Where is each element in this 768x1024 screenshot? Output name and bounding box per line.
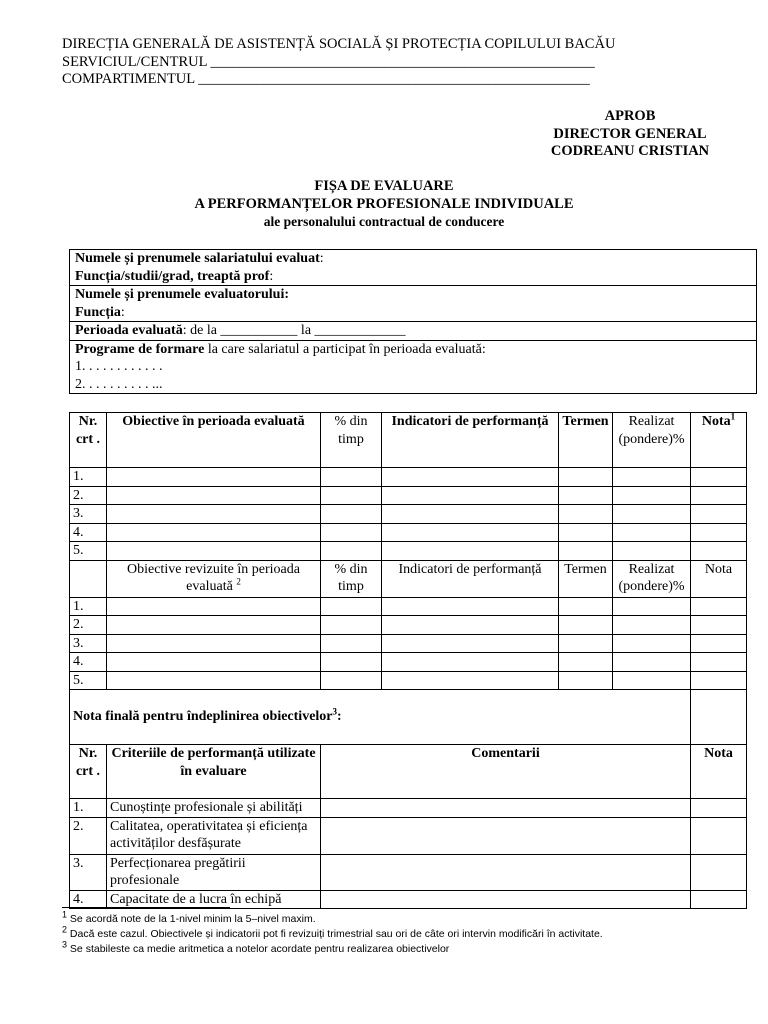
objective-row [70, 505, 747, 524]
header-grade [691, 413, 747, 468]
row-number: 5. [70, 542, 107, 561]
realized-cell[interactable] [613, 542, 691, 561]
revised-objective-row [70, 616, 747, 635]
time-cell[interactable] [321, 468, 382, 487]
objective-cell[interactable] [107, 523, 321, 542]
indicator-cell[interactable] [382, 653, 559, 672]
term-cell[interactable] [559, 634, 613, 653]
criteria-row-number: 3. [70, 854, 107, 890]
footnote-1 [62, 909, 603, 927]
objectives-table [69, 412, 747, 909]
objective-cell[interactable] [107, 468, 321, 487]
header-term: Termen [559, 413, 613, 468]
grade-cell[interactable] [691, 523, 747, 542]
final-grade-row [70, 690, 747, 745]
grade-cell[interactable] [691, 671, 747, 690]
grade-cell[interactable] [691, 468, 747, 487]
revised-objectives-header-row [70, 560, 747, 597]
criteria-comment-cell[interactable] [321, 890, 691, 909]
criteria-text: Perfecționarea pregătirii profesionale [107, 854, 321, 890]
indicator-cell[interactable] [382, 542, 559, 561]
employee-info-cell[interactable]: Numele și prenumele salariatului evaluat: Funcția/studii/grad, treaptă prof: [70, 250, 757, 286]
grade-cell[interactable] [691, 634, 747, 653]
realized-cell[interactable] [613, 523, 691, 542]
institution-name: DIRECȚIA GENERALĂ DE ASISTENȚĂ SOCIALĂ ȘI PROTECȚIA COPILULUI BACĂU [62, 36, 616, 52]
time-cell[interactable] [321, 542, 382, 561]
objective-cell[interactable] [107, 505, 321, 524]
term-cell[interactable] [559, 542, 613, 561]
period-row [70, 322, 757, 341]
objective-cell[interactable] [107, 597, 321, 616]
criteria-grade-cell[interactable] [691, 817, 747, 854]
criteria-grade-cell[interactable] [691, 890, 747, 909]
training-label: Programe de formare [75, 341, 205, 357]
objective-cell[interactable] [107, 616, 321, 635]
header-revised-objectives [107, 560, 321, 597]
objective-row [70, 523, 747, 542]
term-cell[interactable] [559, 597, 613, 616]
objectives-header-row [70, 413, 747, 468]
objective-cell[interactable] [107, 671, 321, 690]
row-number: 1. [70, 597, 107, 616]
indicator-cell[interactable] [382, 616, 559, 635]
footnote-2 [62, 924, 603, 942]
final-grade-label-cell [70, 690, 691, 745]
realized-cell[interactable] [613, 597, 691, 616]
footnote-2-text: Dacă este cazul. Obiectivele și indicatorii pot fi revizuiți trimestrial sau ori de câte ori intervin modificări în activitate. [67, 928, 603, 940]
footnote-3 [62, 939, 603, 957]
criteria-header-row [70, 745, 747, 799]
indicator-cell[interactable] [382, 505, 559, 524]
criteria-header-nr-crt: Nr. crt . [70, 745, 107, 799]
footnote-1-text: Se acordă note de la 1-nivel minim la 5–nivel maxim. [67, 913, 316, 925]
objective-cell[interactable] [107, 542, 321, 561]
term-cell[interactable] [559, 616, 613, 635]
service-line: SERVICIUL/CENTRUL _____________________________________________________ [62, 53, 595, 70]
criteria-row-number: 1. [70, 799, 107, 818]
indicator-cell[interactable] [382, 671, 559, 690]
revised-header-indicators: Indicatori de performanță [382, 560, 559, 597]
realized-cell[interactable] [613, 634, 691, 653]
criteria-row [70, 799, 747, 818]
revised-header-realized: Realizat (pondere)% [613, 560, 691, 597]
final-grade-label: Nota finală pentru îndeplinirea obiectivelor [73, 709, 333, 725]
row-number: 4. [70, 653, 107, 672]
indicator-cell[interactable] [382, 634, 559, 653]
evaluator-function-label: Funcția [75, 304, 121, 320]
time-cell[interactable] [321, 671, 382, 690]
realized-cell[interactable] [613, 653, 691, 672]
objective-cell[interactable] [107, 634, 321, 653]
evaluator-info-row [70, 286, 757, 322]
criteria-row-number: 2. [70, 817, 107, 854]
criteria-row [70, 817, 747, 854]
header-realized: Realizat (pondere)% [613, 413, 691, 468]
realized-cell[interactable] [613, 616, 691, 635]
term-cell[interactable] [559, 671, 613, 690]
criteria-grade-cell[interactable] [691, 799, 747, 818]
time-cell[interactable] [321, 616, 382, 635]
revised-objective-row [70, 634, 747, 653]
header-indicators: Indicatori de performanță [382, 413, 559, 468]
row-number: 3. [70, 634, 107, 653]
row-number: 2. [70, 616, 107, 635]
objective-row [70, 542, 747, 561]
training-item-2: 2. . . . . . . . . . ... [75, 376, 163, 392]
realized-cell[interactable] [613, 671, 691, 690]
grade-cell[interactable] [691, 616, 747, 635]
title-line-2: A PERFORMANȚELOR PROFESIONALE INDIVIDUALE [194, 195, 574, 212]
title-line-1: FIȘA DE EVALUARE [314, 178, 454, 194]
criteria-header-grade: Nota [691, 745, 747, 799]
period-text: : de la ___________ la _____________ [182, 323, 406, 338]
term-cell[interactable] [559, 505, 613, 524]
indicator-cell[interactable] [382, 597, 559, 616]
header-revised-objectives-text: Obiective revizuite în perioada evaluată [127, 561, 300, 594]
objective-cell[interactable] [107, 486, 321, 505]
approval-title: DIRECTOR GENERAL [553, 125, 707, 142]
footnote-ref-3: 3 [332, 706, 338, 717]
footnote-3-text: Se stabileste ca medie aritmetica a notelor acordate pentru realizarea obiectivelor [67, 943, 450, 955]
grade-cell[interactable] [691, 505, 747, 524]
final-grade-colon: : [337, 709, 342, 725]
indicator-cell[interactable] [382, 486, 559, 505]
objective-row [70, 486, 747, 505]
final-grade-value[interactable] [691, 690, 747, 745]
revised-objective-row [70, 597, 747, 616]
realized-cell[interactable] [613, 486, 691, 505]
row-number: 4. [70, 523, 107, 542]
employee-function-label: Funcția/studii/grad, treaptă prof [75, 268, 270, 284]
indicator-cell[interactable] [382, 468, 559, 487]
revised-objective-row [70, 671, 747, 690]
grade-cell[interactable] [691, 653, 747, 672]
time-cell[interactable] [321, 486, 382, 505]
training-text: la care salariatul a participat în perioada evaluată: [204, 341, 486, 357]
realized-cell[interactable] [613, 505, 691, 524]
footnote-2-number: 2 [62, 924, 68, 935]
header-grade-text: Nota [701, 414, 731, 429]
revised-header-time-percent: % din timp [321, 560, 382, 597]
footnotes [62, 909, 603, 957]
grade-cell[interactable] [691, 486, 747, 505]
time-cell[interactable] [321, 597, 382, 616]
criteria-text: Calitatea, operativitatea și eficiența activităților desfășurate [107, 817, 321, 854]
training-row [70, 340, 757, 394]
footnote-ref-2: 2 [236, 576, 241, 587]
header-objectives: Obiective în perioada evaluată [107, 413, 321, 468]
row-number: 5. [70, 671, 107, 690]
training-cell[interactable] [70, 340, 757, 394]
criteria-text: Cunoștințe profesionale și abilități [107, 799, 321, 818]
criteria-header-comments: Comentarii [321, 745, 691, 799]
criteria-row-number: 4. [70, 890, 107, 909]
criteria-comment-cell[interactable] [321, 854, 691, 890]
term-cell[interactable] [559, 653, 613, 672]
revised-header-term: Termen [559, 560, 613, 597]
term-cell[interactable] [559, 486, 613, 505]
footnote-1-number: 1 [62, 909, 68, 920]
criteria-grade-cell[interactable] [691, 854, 747, 890]
criteria-row [70, 854, 747, 890]
time-cell[interactable] [321, 653, 382, 672]
footnote-separator [62, 907, 230, 908]
employee-info-row [70, 250, 757, 286]
time-cell[interactable] [321, 505, 382, 524]
objective-row [70, 468, 747, 487]
time-cell[interactable] [321, 634, 382, 653]
employee-name-label: Numele și prenumele salariatului evaluat [75, 251, 320, 266]
evaluator-info-cell[interactable]: Numele și prenumele evaluatorului: Funcția: [70, 286, 757, 322]
header-time-percent: % din timp [321, 413, 382, 468]
row-number: 1. [70, 468, 107, 487]
grade-cell[interactable] [691, 597, 747, 616]
department-line: COMPARTIMENTUL ______________________________________________________ [62, 71, 590, 87]
header-nr-crt: Nr. crt . [70, 413, 107, 468]
row-number: 3. [70, 505, 107, 524]
term-cell[interactable] [559, 523, 613, 542]
training-item-1: 1. . . . . . . . . . . . [75, 359, 163, 374]
approval-label: APROB [604, 108, 656, 124]
period-cell[interactable] [70, 322, 757, 341]
revised-header-grade: Nota [691, 560, 747, 597]
approval-block [480, 108, 768, 161]
footnote-ref-1: 1 [730, 411, 736, 422]
objective-cell[interactable] [107, 653, 321, 672]
term-cell[interactable] [559, 468, 613, 487]
criteria-text: Capacitate de a lucra în echipă [107, 890, 321, 909]
evaluator-name-label: Numele și prenumele evaluatorului: [75, 287, 290, 302]
institution-header [62, 36, 615, 89]
document-title [0, 178, 768, 231]
criteria-comment-cell[interactable] [321, 817, 691, 854]
criteria-row [70, 890, 747, 909]
row-number: 2. [70, 486, 107, 505]
approval-name: CODREANU CRISTIAN [550, 143, 710, 159]
revised-objective-row [70, 653, 747, 672]
period-label: Perioada evaluată [75, 323, 183, 338]
time-cell[interactable] [321, 523, 382, 542]
footnote-3-number: 3 [62, 939, 68, 950]
criteria-comment-cell[interactable] [321, 799, 691, 818]
title-line-3: ale personalului contractual de conducere [263, 214, 505, 229]
revised-header-nr-empty [70, 560, 107, 597]
realized-cell[interactable] [613, 468, 691, 487]
employee-info-table [69, 249, 757, 394]
criteria-header-criteria: Criteriile de performanță utilizate în evaluare [107, 745, 321, 799]
grade-cell[interactable] [691, 542, 747, 561]
indicator-cell[interactable] [382, 523, 559, 542]
